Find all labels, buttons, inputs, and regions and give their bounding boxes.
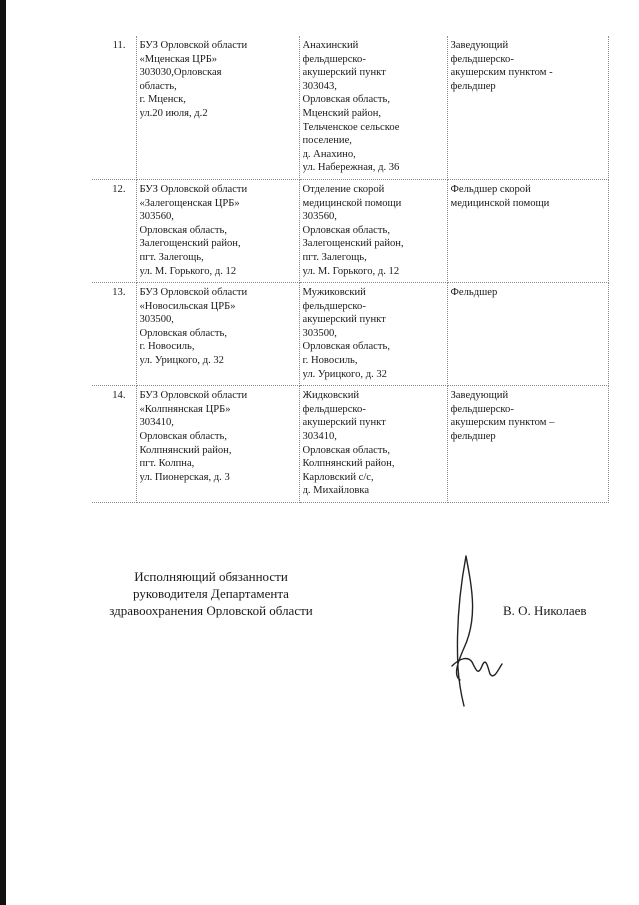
organization-cell: БУЗ Орловской области «Новосильская ЦРБ» 303500, Орловская область, г. Новосиль, ул. Урицкого, д. 32 — [136, 283, 299, 386]
table-row — [92, 283, 608, 386]
table-row — [92, 36, 608, 179]
position-cell: Заведующий фельдшерско- акушерским пунктом - фельдшер — [447, 36, 608, 179]
positions-table — [92, 36, 609, 503]
table-row — [92, 386, 608, 503]
workplace-cell: Жидковский фельдшерско- акушерский пункт 303410, Орловская область, Колпнянский район, Карловский с/с, д. Михайловка — [299, 386, 447, 503]
position-cell: Фельдшер скорой медицинской помощи — [447, 179, 608, 282]
row-number: 14. — [92, 386, 136, 503]
organization-cell: БУЗ Орловской области «Мценская ЦРБ» 303030,Орловская область, г. Мценск, ул.20 июля, д.2 — [136, 36, 299, 179]
organization-cell: БУЗ Орловской области «Колпнянская ЦРБ» 303410, Орловская область, Колпнянский район, пгт. Колпна, ул. Пионерская, д. 3 — [136, 386, 299, 503]
workplace-cell: Анахинский фельдшерско- акушерский пункт 303043, Орловская область, Мценский район, Тельченское сельское поселение, д. Анахино, ул. Набережная, д. 36 — [299, 36, 447, 179]
signatory-title: Исполняющий обязанности руководителя Департамента здравоохранения Орловской области — [109, 569, 313, 618]
row-number: 12. — [92, 179, 136, 282]
organization-cell: БУЗ Орловской области «Залегощенская ЦРБ» 303560, Орловская область, Залегощенский район, пгт. Залегощь, ул. М. Горького, д. 12 — [136, 179, 299, 282]
handwritten-signature — [442, 548, 512, 708]
workplace-cell: Мужиковский фельдшерско- акушерский пункт 303500, Орловская область, г. Новосиль, ул. Урицкого, д. 32 — [299, 283, 447, 386]
position-cell: Фельдшер — [447, 283, 608, 386]
signatory-name: В. О. Николаев — [503, 603, 587, 618]
scan-left-edge — [0, 0, 6, 905]
row-number: 11. — [92, 36, 136, 179]
table-row — [92, 179, 608, 282]
position-cell: Заведующий фельдшерско- акушерским пунктом – фельдшер — [447, 386, 608, 503]
workplace-cell: Отделение скорой медицинской помощи 303560, Орловская область, Залегощенский район, пгт. Залегощь, ул. М. Горького, д. 12 — [299, 179, 447, 282]
row-number: 13. — [92, 283, 136, 386]
